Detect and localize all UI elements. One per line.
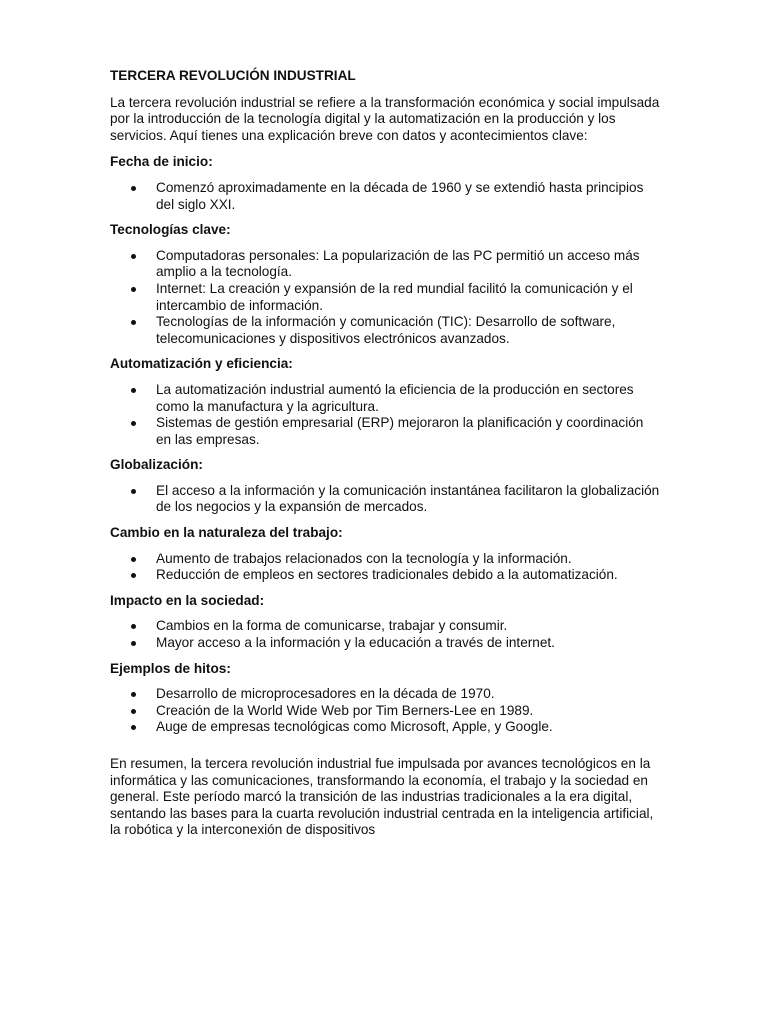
section-heading: Automatización y eficiencia: (110, 356, 293, 372)
bullet-icon (131, 557, 136, 562)
bullet-icon (131, 320, 136, 325)
list-item (110, 483, 662, 516)
list-item-text: Internet: La creación y expansión de la red mundial facilitó la comunicación y el intercambio de información. (156, 280, 633, 313)
list-item (110, 180, 662, 213)
bullet-list (110, 551, 662, 584)
list-item-text: Tecnologías de la información y comunicación (TIC): Desarrollo de software, telecomunicaciones y dispositivos electrónicos avanzados. (156, 314, 616, 346)
bullet-icon (131, 573, 136, 578)
bullet-icon (131, 489, 136, 494)
list-item-text: Mayor acceso a la información y la educación a través de internet. (156, 635, 555, 651)
section-heading: Globalización: (110, 457, 203, 473)
list-item-text: Aumento de trabajos relacionados con la tecnología y la información. (156, 550, 572, 566)
list-item (110, 314, 662, 347)
bullet-icon (131, 641, 136, 646)
bullet-icon (131, 709, 136, 714)
bullet-list (110, 248, 662, 348)
list-item-text: Creación de la World Wide Web por Tim Berners-Lee en 1989. (156, 702, 534, 718)
section-heading: Ejemplos de hitos: (110, 660, 231, 676)
bullet-list (110, 686, 662, 736)
intro-paragraph: La tercera revolución industrial se refiere a la transformación económica y social impulsada por la introducción de la tecnología digital y la automatización en la producción y los servicios. Aquí tienes una explicación breve con datos y acontecimientos clave: (110, 94, 660, 143)
list-item-text: Auge de empresas tecnológicas como Microsoft, Apple, y Google. (156, 719, 553, 735)
section-heading: Cambio en la naturaleza del trabajo: (110, 525, 343, 541)
list-item (110, 248, 662, 281)
bullet-list (110, 483, 662, 516)
list-item-text: Cambios en la forma de comunicarse, trabajar y consumir. (156, 618, 508, 634)
bullet-list (110, 180, 662, 213)
section-heading: Impacto en la sociedad: (110, 592, 265, 608)
list-item (110, 382, 662, 415)
bullet-icon (131, 692, 136, 697)
list-item (110, 415, 662, 448)
summary-paragraph: En resumen, la tercera revolución industrial fue impulsada por avances tecnológicos en la informática y las comunicaciones, transformando la economía, el trabajo y la sociedad en general. Este período marcó la transición de las industrias tradicionales a la era digital, sentando las bases para la cuarta revolución industrial centrada en la inteligencia artificial, la robótica y la interconexión de dispositivos (110, 756, 654, 838)
list-item-text: Reducción de empleos en sectores tradicionales debido a la automatización. (156, 567, 618, 583)
bullet-icon (131, 725, 136, 730)
section-heading: Fecha de inicio: (110, 154, 213, 170)
list-item-text: Sistemas de gestión empresarial (ERP) mejoraron la planificación y coordinación en las empresas. (156, 415, 644, 447)
list-item (110, 281, 662, 314)
list-item-text: Desarrollo de microprocesadores en la década de 1970. (156, 686, 495, 702)
list-item (110, 618, 662, 635)
bullet-list (110, 382, 662, 448)
bullet-icon (131, 186, 136, 191)
bullet-list (110, 618, 662, 651)
list-item (110, 686, 662, 703)
list-item-text: El acceso a la información y la comunicación instantánea facilitaron la globalización de los negocios y la expansión de mercados. (156, 482, 660, 515)
sections-container (110, 154, 662, 736)
section-heading: Tecnologías clave: (110, 222, 231, 238)
list-item (110, 551, 662, 568)
list-item (110, 567, 662, 584)
bullet-icon (131, 624, 136, 629)
list-item (110, 703, 662, 720)
list-item (110, 635, 662, 652)
list-item-text: Comenzó aproximadamente en la década de 1960 y se extendió hasta principios del siglo XXI. (156, 179, 644, 212)
list-item (110, 719, 662, 736)
document-title: TERCERA REVOLUCIÓN INDUSTRIAL (110, 68, 356, 83)
bullet-icon (131, 287, 136, 292)
list-item-text: La automatización industrial aumentó la eficiencia de la producción en sectores como la manufactura y la agricultura. (156, 381, 634, 414)
bullet-icon (131, 254, 136, 259)
bullet-icon (131, 421, 136, 426)
document-content (110, 68, 662, 839)
list-item-text: Computadoras personales: La popularización de las PC permitió un acceso más amplio a la tecnología. (156, 247, 640, 280)
bullet-icon (131, 388, 136, 393)
